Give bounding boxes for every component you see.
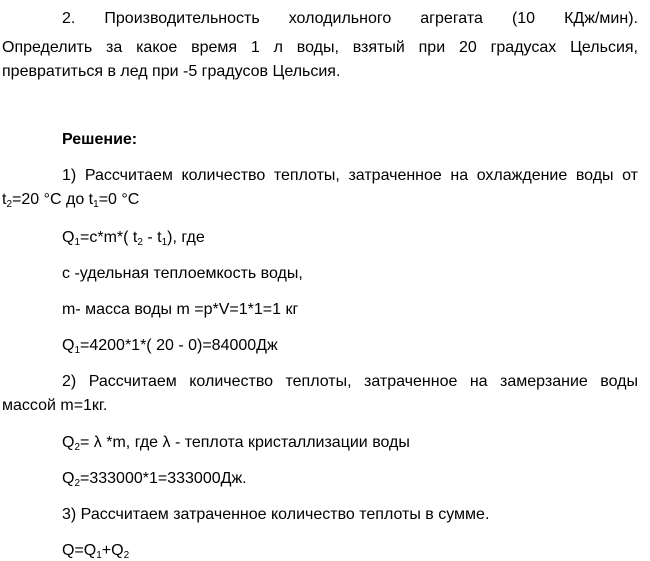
q1-subscript: 1	[74, 237, 81, 248]
problem-line-2	[2, 38, 638, 58]
t2-subscript: 2	[6, 199, 13, 210]
word: Производительность	[104, 10, 260, 27]
word: при	[418, 39, 446, 56]
word: от	[622, 167, 638, 184]
formula1-part-b: - t	[142, 229, 162, 246]
word: л	[273, 39, 283, 56]
formula1-t1-subscript: 1	[161, 237, 168, 248]
q2-symbol: Q	[62, 434, 75, 451]
calc-q2	[62, 469, 247, 489]
formula-q2	[62, 433, 410, 453]
word: охлаждение	[476, 167, 568, 184]
formula2-rest: = λ *m, где λ - теплота кристаллизации воды	[80, 434, 410, 451]
word: теплоты,	[273, 167, 340, 184]
word: на	[469, 373, 488, 390]
word: воды	[575, 167, 614, 184]
sum-formula	[62, 541, 129, 561]
word: Рассчитаем	[84, 167, 173, 184]
word: теплоты,	[285, 373, 352, 390]
calc-q1-rest: =4200*1*( 20 - 0)=84000Дж	[80, 337, 278, 354]
problem-line-1	[62, 9, 638, 29]
word: 2.	[62, 10, 76, 27]
word: 1	[250, 39, 260, 56]
word: воды	[600, 373, 638, 390]
formula1-part-c: ), где	[167, 229, 205, 246]
calc-q2-rest: =333000*1=333000Дж.	[80, 470, 247, 487]
formula-q1	[62, 228, 205, 248]
step1-end-text: =0 °C	[98, 191, 140, 208]
word: количество	[189, 373, 274, 390]
step2-line-2: массой m=1кг.	[2, 397, 108, 414]
word: за	[106, 39, 123, 56]
calc-q1-subscript: 1	[74, 345, 81, 356]
calc-q2-subscript: 2	[74, 478, 81, 489]
word: 2)	[62, 373, 77, 390]
word: на	[450, 167, 469, 184]
word: замерзание	[500, 373, 588, 390]
word: воды,	[296, 39, 339, 56]
formula1-t2-subscript: 2	[137, 237, 143, 248]
problem-line-3: превратиться в лед при -5 градусов Цельсия.	[2, 63, 341, 80]
step1-line-2	[2, 190, 139, 210]
word: 1)	[62, 167, 77, 184]
t1-subscript: 1	[93, 199, 99, 210]
word: 20	[458, 39, 477, 56]
word: Определить	[2, 39, 93, 56]
m-definition: m- масса воды m =p*V=1*1=1 кг	[62, 301, 299, 318]
sum-q2-subscript: 2	[123, 550, 130, 561]
q1-symbol: Q	[62, 229, 75, 246]
calc-q1-symbol: Q	[62, 337, 75, 354]
solution-heading: Решение:	[62, 131, 138, 148]
sum-part-a: Q=Q	[62, 542, 97, 559]
word: Рассчитаем	[88, 373, 177, 390]
word: агрегата	[420, 10, 483, 27]
calc-q1	[62, 336, 278, 356]
formula1-part-a: =c*m*( t	[80, 229, 138, 246]
step2-line-1	[62, 372, 638, 392]
t2-symbol: t	[2, 191, 7, 208]
word: затраченное	[364, 373, 458, 390]
word: холодильного	[288, 10, 392, 27]
word: какое	[136, 39, 178, 56]
q2-subscript: 2	[74, 442, 81, 453]
word: затраченное	[348, 167, 442, 184]
step1-line-1	[62, 166, 638, 186]
word: КДж/мин).	[564, 10, 638, 27]
sum-part-b: +Q	[101, 542, 124, 559]
word: (10	[511, 10, 536, 27]
step3-line: 3) Рассчитаем затраченное количество теплоты в сумме.	[62, 506, 490, 523]
c-definition: c -удельная теплоемкость воды,	[62, 265, 303, 282]
word: взятый	[352, 39, 405, 56]
sum-q1-subscript: 1	[96, 550, 102, 561]
word: градусах	[490, 39, 557, 56]
calc-q2-symbol: Q	[62, 470, 75, 487]
word: количество	[181, 167, 266, 184]
step1-mid-text: =20 °C до t	[12, 191, 94, 208]
word: время	[191, 39, 238, 56]
word: Цельсия,	[570, 39, 638, 56]
